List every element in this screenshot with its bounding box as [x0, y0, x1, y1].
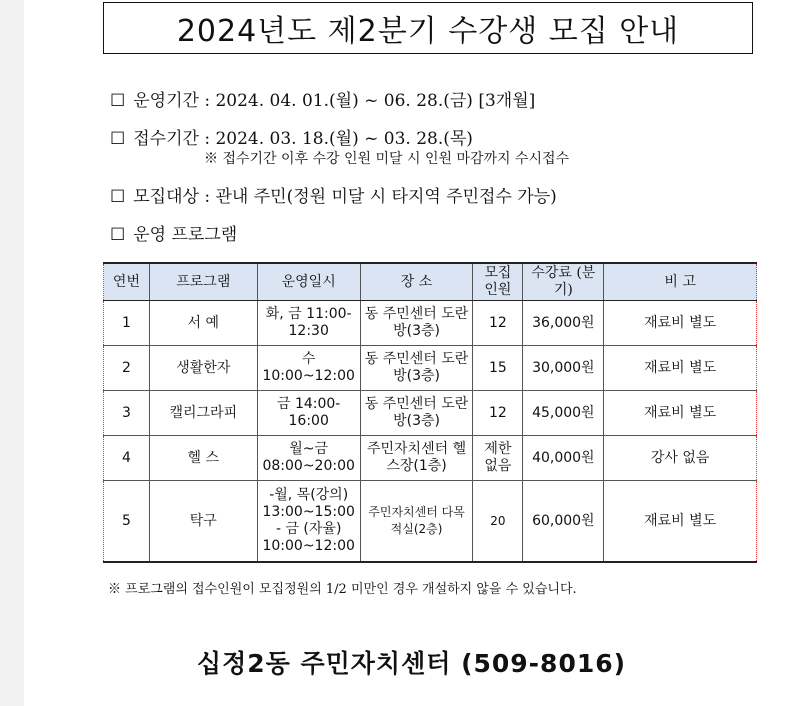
checkbox-bullet-icon: ☐	[110, 91, 126, 111]
reception-period: 접수기간 : 2024. 03. 18.(월) ~ 03. 28.(목)	[133, 129, 473, 149]
cell-program: 생활한자	[149, 346, 257, 391]
cell-fee: 36,000원	[523, 301, 604, 346]
cell-remarks: 재료비 별도	[604, 481, 757, 563]
cell-capacity: 20	[473, 481, 523, 563]
cell-schedule: 월~금 08:00~20:00	[257, 436, 360, 481]
target-line	[110, 182, 557, 207]
cell-fee: 45,000원	[523, 391, 604, 436]
cell-capacity: 15	[473, 346, 523, 391]
cell-schedule: -월, 목(강의) 13:00~15:00 - 금 (자율) 10:00~12:00	[257, 481, 360, 563]
checkbox-bullet-icon: ☐	[110, 187, 126, 207]
operation-period: 운영기간 : 2024. 04. 01.(월) ~ 06. 28.(금) [3개월]	[133, 91, 536, 111]
footnote: ※ 프로그램의 접수인원이 모집정원의 1/2 미만인 경우 개설하지 않을 수 있습니다.	[108, 582, 577, 597]
cell-schedule: 금 14:00-16:00	[257, 391, 360, 436]
header-remarks: 비 고	[604, 263, 757, 301]
table-header-row	[104, 263, 757, 301]
cell-place: 주민자치센터 다목적실(2층)	[360, 481, 473, 563]
cell-schedule: 수 10:00~12:00	[257, 346, 360, 391]
checkbox-bullet-icon: ☐	[110, 225, 126, 245]
header-place: 장 소	[360, 263, 473, 301]
cell-no: 1	[104, 301, 150, 346]
table-row	[104, 301, 757, 346]
cell-schedule: 화, 금 11:00-12:30	[257, 301, 360, 346]
operation-period-line	[110, 86, 535, 111]
notice-title: 2024년도 제2분기 수강생 모집 안내	[103, 2, 753, 54]
cell-capacity: 12	[473, 391, 523, 436]
programs-heading: 운영 프로그램	[133, 225, 238, 245]
header-fee: 수강료 (분기)	[523, 263, 604, 301]
program-table	[103, 262, 757, 563]
table-row	[104, 346, 757, 391]
cell-program: 헬 스	[149, 436, 257, 481]
table-row	[104, 436, 757, 481]
table-row	[104, 391, 757, 436]
cell-place: 동 주민센터 도란방(3층)	[360, 301, 473, 346]
cell-no: 4	[104, 436, 150, 481]
cell-remarks: 강사 없음	[604, 436, 757, 481]
checkbox-bullet-icon: ☐	[110, 129, 126, 149]
header-schedule: 운영일시	[257, 263, 360, 301]
reception-period-line	[110, 124, 473, 149]
cell-no: 3	[104, 391, 150, 436]
cell-fee: 60,000원	[523, 481, 604, 563]
cell-capacity: 제한 없음	[473, 436, 523, 481]
header-no: 연번	[104, 263, 150, 301]
cell-program: 캘리그라피	[149, 391, 257, 436]
cell-place: 주민자치센터 헬스장(1층)	[360, 436, 473, 481]
cell-fee: 40,000원	[523, 436, 604, 481]
contact-footer: 십정2동 주민자치센터 (509-8016)	[196, 649, 627, 678]
header-capacity: 모집 인원	[473, 263, 523, 301]
cell-place: 동 주민센터 도란방(3층)	[360, 346, 473, 391]
cell-no: 5	[104, 481, 150, 563]
cell-program: 서 예	[149, 301, 257, 346]
recruit-target: 모집대상 : 관내 주민(정원 미달 시 타지역 주민접수 가능)	[133, 187, 557, 207]
cell-no: 2	[104, 346, 150, 391]
reception-note: ※ 접수기간 이후 수강 인원 미달 시 인원 마감까지 수시접수	[204, 151, 570, 167]
header-program: 프로그램	[149, 263, 257, 301]
cell-capacity: 12	[473, 301, 523, 346]
table-row	[104, 481, 757, 563]
document-page	[24, 0, 799, 706]
cell-place: 동 주민센터 도란방(3층)	[360, 391, 473, 436]
cell-remarks: 재료비 별도	[604, 301, 757, 346]
programs-heading-line	[110, 220, 237, 245]
cell-remarks: 재료비 별도	[604, 391, 757, 436]
cell-program: 탁구	[149, 481, 257, 563]
cell-remarks: 재료비 별도	[604, 346, 757, 391]
cell-fee: 30,000원	[523, 346, 604, 391]
